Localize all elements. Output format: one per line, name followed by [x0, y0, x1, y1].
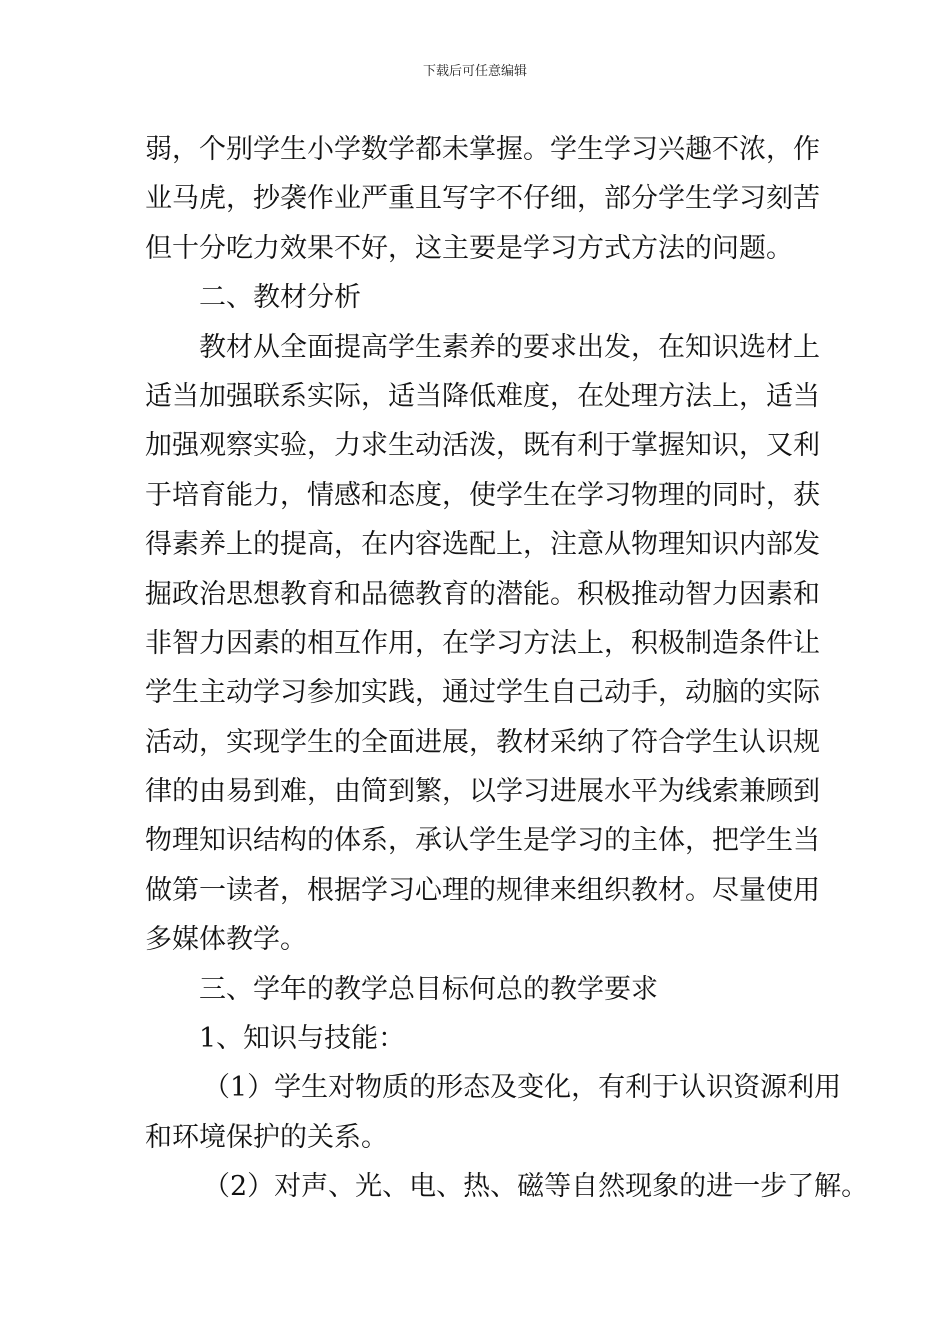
subsection-heading-knowledge-skills: 1、知识与技能： — [199, 1023, 406, 1055]
text-line: 得素养上的提高，在内容选配上，注意从物理知识内部发 — [145, 529, 820, 561]
text-line: 律的由易到难，由简到繁，以学习进展水平为线索兼顾到 — [145, 776, 820, 808]
text-line: 学生主动学习参加实践，通过学生自己动手，动脑的实际 — [145, 677, 820, 709]
text-line: 适当加强联系实际，适当降低难度，在处理方法上，适当 — [145, 380, 820, 412]
document-body — [145, 125, 869, 1212]
text-line: 物理知识结构的体系，承认学生是学习的主体，把学生当 — [145, 825, 820, 857]
text-line: 业马虎，抄袭作业严重且写字不仔细，部分学生学习刻苦 — [145, 183, 820, 215]
text-line: 做第一读者，根据学习心理的规律来组织教材。尽量使用 — [145, 874, 820, 906]
list-item-1: （1）学生对物质的形态及变化，有利于认识资源利用 — [203, 1072, 842, 1104]
text-line: 弱，个别学生小学数学都未掌握。学生学习兴趣不浓，作 — [145, 134, 820, 165]
text-line: 教材从全面提高学生素养的要求出发，在知识选材上 — [199, 331, 820, 363]
text-line: 多媒体教学。 — [145, 924, 307, 956]
list-item-2: （2）对声、光、电、热、磁等自然现象的进一步了解。 — [203, 1171, 869, 1203]
text-line: 但十分吃力效果不好，这主要是学习方式方法的问题。 — [145, 232, 793, 264]
text-line: 活动，实现学生的全面进展，教材采纳了符合学生认识规 — [145, 726, 820, 758]
text-line: 和环境保护的关系。 — [145, 1121, 388, 1153]
text-line: 非智力因素的相互作用，在学习方法上，积极制造条件让 — [145, 627, 820, 659]
text-line: 加强观察实验，力求生动活泼，既有利于掌握知识，又利 — [145, 430, 820, 462]
section-heading-teaching-goals: 三、学年的教学总目标何总的教学要求 — [199, 973, 658, 1005]
text-line: 掘政治思想教育和品德教育的潜能。积极推动智力因素和 — [145, 578, 820, 610]
page-header-note: 下载后可任意编辑 — [422, 64, 527, 79]
text-line: 于培育能力，情感和态度，使学生在学习物理的同时，获 — [145, 479, 820, 511]
section-heading-textbook-analysis: 二、教材分析 — [199, 282, 361, 314]
